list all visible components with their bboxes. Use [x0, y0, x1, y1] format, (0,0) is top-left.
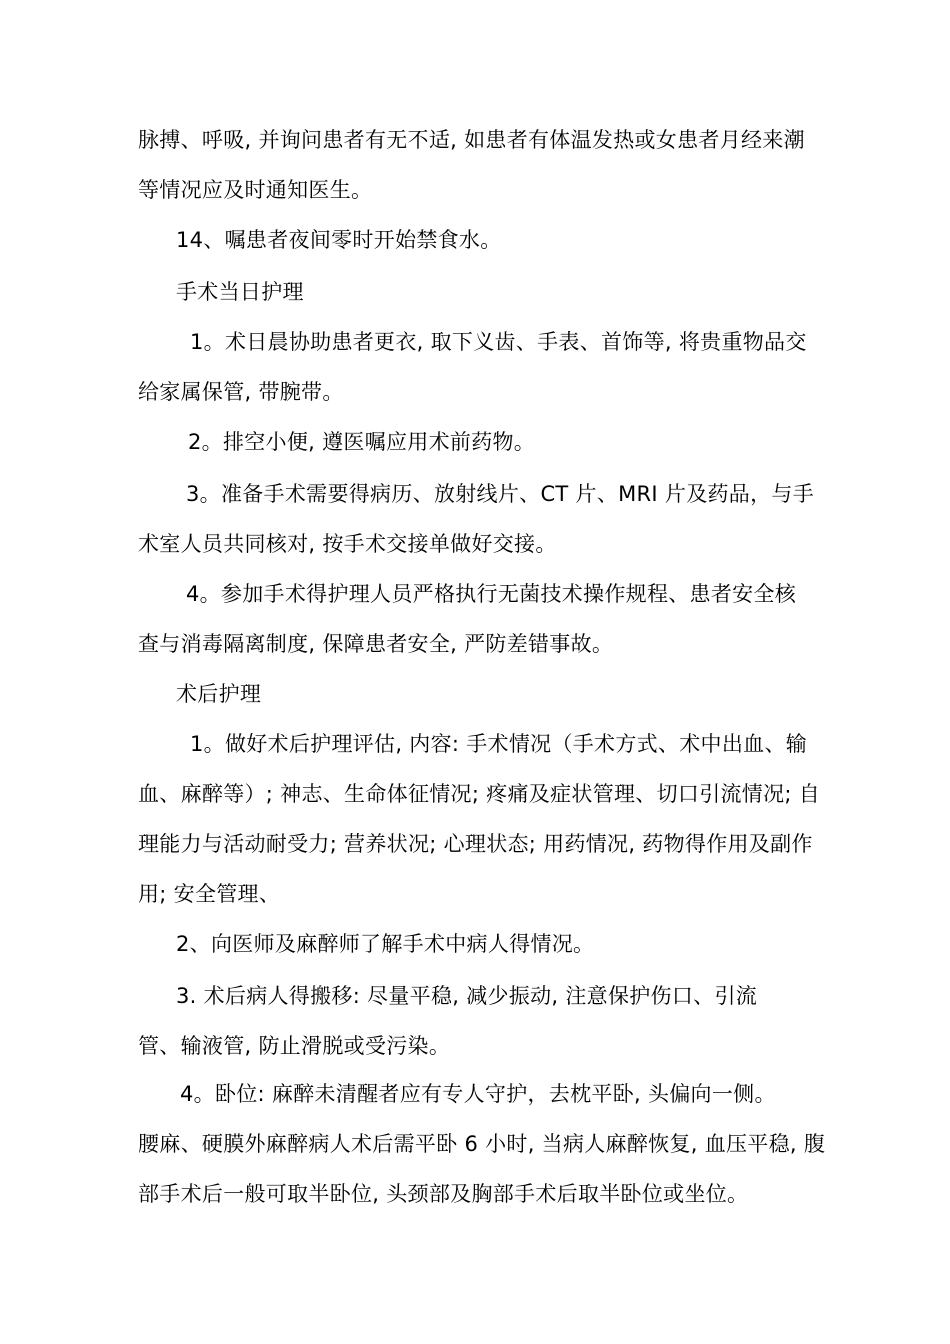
text-line: 等情况应及时通知医生。 — [138, 178, 373, 202]
text-line: 3。准备手术需要得病历、放射线片、CT 片、MRI 片及药品，与手 — [186, 482, 815, 506]
text-line: 14、嘱患者夜间零时开始禁食水。 — [176, 228, 502, 252]
text-line: 1。做好术后护理评估, 内容: 手术情况（手术方式、术中出血、输 — [190, 732, 808, 756]
text-line: 脉搏、呼吸, 并询问患者有无不适, 如患者有体温发热或女患者月经来潮 — [138, 128, 805, 152]
text-line: 理能力与活动耐受力; 营养状况; 心理状态; 用药情况, 药物得作用及副作 — [138, 832, 813, 856]
text-line: 2。排空小便, 遵医嘱应用术前药物。 — [188, 430, 536, 454]
text-line: 腰麻、硬膜外麻醉病人术后需平卧 6 小时, 当病人麻醉恢复, 血压平稳, 腹 — [138, 1132, 826, 1156]
text-line: 血、麻醉等）; 神志、生命体征情况; 疼痛及症状管理、切口引流情况; 自 — [138, 782, 821, 806]
section-heading-postoperative: 术后护理 — [176, 682, 262, 706]
text-line: 用; 安全管理、 — [138, 882, 281, 906]
section-heading-surgery-day: 手术当日护理 — [176, 280, 304, 304]
text-line: 部手术后一般可取半卧位, 头颈部及胸部手术后取半卧位或坐位。 — [138, 1182, 749, 1206]
text-line: 1。术日晨协助患者更衣, 取下义齿、手表、首饰等, 将贵重物品交 — [190, 330, 807, 354]
text-line: 4。参加手术得护理人员严格执行无菌技术操作规程、患者安全核 — [186, 582, 797, 606]
text-line: 管、输液管, 防止滑脱或受污染。 — [138, 1034, 451, 1058]
text-line: 4。卧位: 麻醉未清醒者应有专人守护，去枕平卧, 头偏向一侧。 — [180, 1082, 776, 1106]
text-line: 查与消毒隔离制度, 保障患者安全, 严防差错事故。 — [138, 632, 614, 656]
text-line: 术室人员共同核对, 按手术交接单做好交接。 — [138, 532, 557, 556]
text-line: 给家属保管, 带腕带。 — [138, 380, 344, 404]
text-line: 2、向医师及麻醉师了解手术中病人得情况。 — [176, 932, 595, 956]
text-line: 3. 术后病人得搬移: 尽量平稳, 减少振动, 注意保护伤口、引流 — [176, 984, 758, 1008]
